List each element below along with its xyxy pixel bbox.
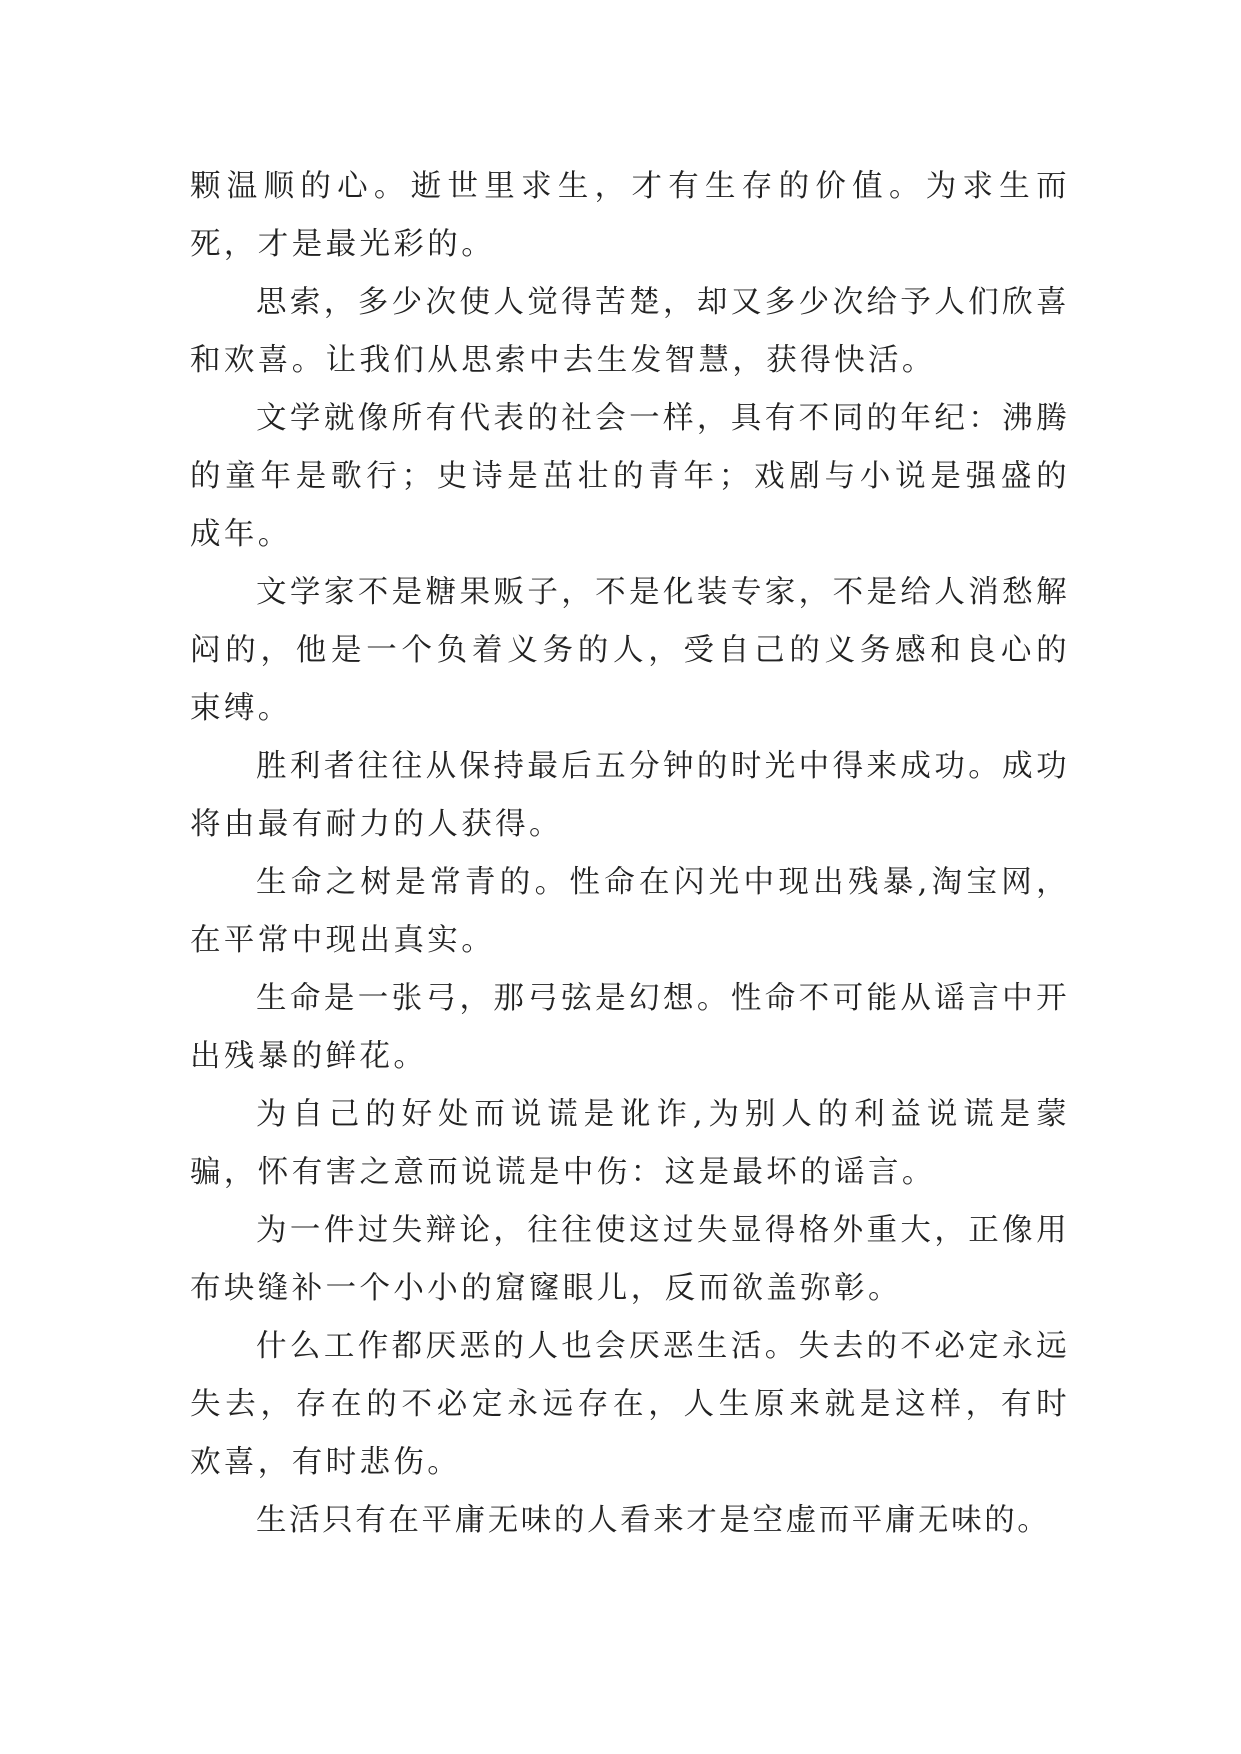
paragraph-1: 颗温顺的心。逝世里求生，才有生存的价值。为求生而死，才是最光彩的。 [190, 169, 1070, 262]
paragraph-8: 为自己的好处而说谎是讹诈,为别人的利益说谎是蒙骗，怀有害之意而说谎是中伤：这是最坏的谣言。 [190, 1097, 1070, 1190]
paragraph-6: 生命之树是常青的。性命在闪光中现出残暴,淘宝网，在平常中现出真实。 [190, 865, 1070, 958]
paragraph-7: 生命是一张弓，那弓弦是幻想。性命不可能从谣言中开出残暴的鲜花。 [190, 981, 1070, 1074]
paragraph-10: 什么工作都厌恶的人也会厌恶生活。失去的不必定永远失去，存在的不必定永远存在，人生原来就是这样，有时欢喜，有时悲伤。 [190, 1329, 1070, 1480]
paragraph-3: 文学就像所有代表的社会一样，具有不同的年纪：沸腾的童年是歌行；史诗是茁壮的青年；戏剧与小说是强盛的成年。 [190, 401, 1070, 552]
paragraph-4: 文学家不是糖果贩子，不是化装专家，不是给人消愁解闷的，他是一个负着义务的人，受自己的义务感和良心的束缚。 [190, 575, 1070, 726]
paragraph-11: 生活只有在平庸无味的人看来才是空虚而平庸无味的。 [256, 1503, 1051, 1538]
paragraph-2: 思索，多少次使人觉得苦楚，却又多少次给予人们欣喜和欢喜。让我们从思索中去生发智慧，获得快活。 [190, 285, 1070, 378]
paragraph-9: 为一件过失辩论，往往使这过失显得格外重大，正像用布块缝补一个小小的窟窿眼儿，反而欲盖弥彰。 [190, 1213, 1070, 1306]
paragraph-5: 胜利者往往从保持最后五分钟的时光中得来成功。成功将由最有耐力的人获得。 [190, 749, 1070, 842]
document-page [190, 158, 1070, 1550]
